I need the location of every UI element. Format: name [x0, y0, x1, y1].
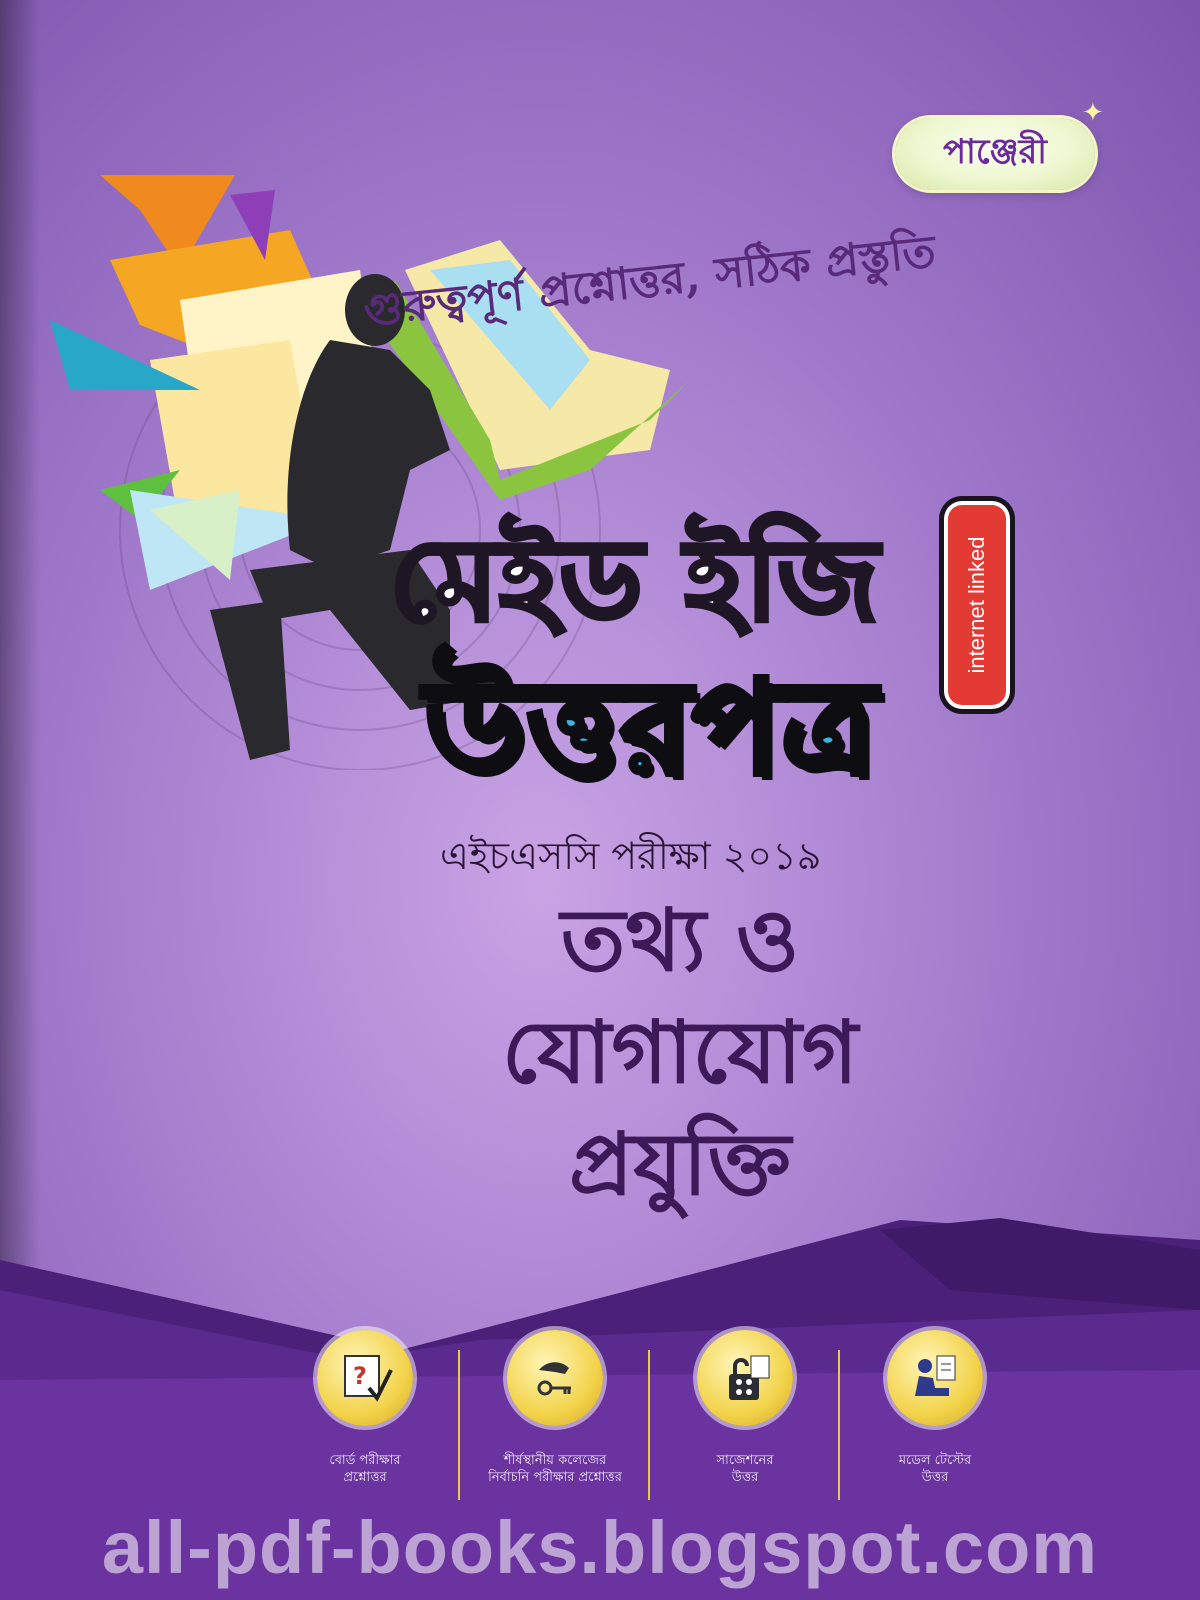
watermark: all-pdf-books.blogspot.com [101, 1506, 1099, 1589]
tagline: গুরুত্বপূর্ণ প্রশ্নোত্তর, সঠিক প্রস্তুতি [361, 226, 939, 337]
subject-title [400, 885, 960, 1221]
exam-label: এইচএসসি পরীক্ষা ২০১৯ [440, 834, 822, 878]
feature-label-2a: শীর্ষস্থানীয় কলেজের [503, 1453, 607, 1468]
feature-board-questions [270, 1330, 460, 1486]
key-hand-icon [507, 1330, 603, 1426]
feature-label-4b: উত্তর [921, 1470, 949, 1485]
title-line-2: উত্তরপত্র [425, 654, 878, 803]
feature-list [270, 1330, 1030, 1510]
svg-text:?: ? [353, 1362, 367, 1390]
publisher-logo [895, 118, 1095, 190]
feature-suggestion-answers [650, 1330, 840, 1486]
internet-linked-badge [948, 505, 1006, 705]
feature-label-3b: উত্তর [731, 1470, 759, 1485]
question-paper-icon [317, 1330, 413, 1426]
feature-college-questions [460, 1330, 650, 1486]
student-writing-icon [887, 1330, 983, 1426]
feature-label-1a: বোর্ড পরীক্ষার [329, 1453, 401, 1468]
internet-linked-label: internet linked [964, 536, 989, 674]
feature-label-3a: সাজেশনের [716, 1453, 774, 1468]
lock-notes-icon [697, 1330, 793, 1426]
subject-line-2: যোগাযোগ [501, 1003, 859, 1103]
feature-model-test-answers [840, 1330, 1030, 1486]
feature-label-1b: প্রশ্নোত্তর [343, 1470, 387, 1485]
publisher-name: পাঞ্জেরী [942, 131, 1048, 172]
title-line-1: মেইড ইজি [390, 516, 880, 646]
subject-line-1: তথ্য ও [560, 891, 800, 991]
subject-line-3: প্রযুক্তি [569, 1115, 791, 1215]
feature-label-2b: নির্বাচনি পরীক্ষার প্রশ্নোত্তর [488, 1470, 622, 1485]
feature-label-4a: মডেল টেস্টের [898, 1453, 972, 1468]
star-icon: ✦ [1082, 98, 1104, 128]
